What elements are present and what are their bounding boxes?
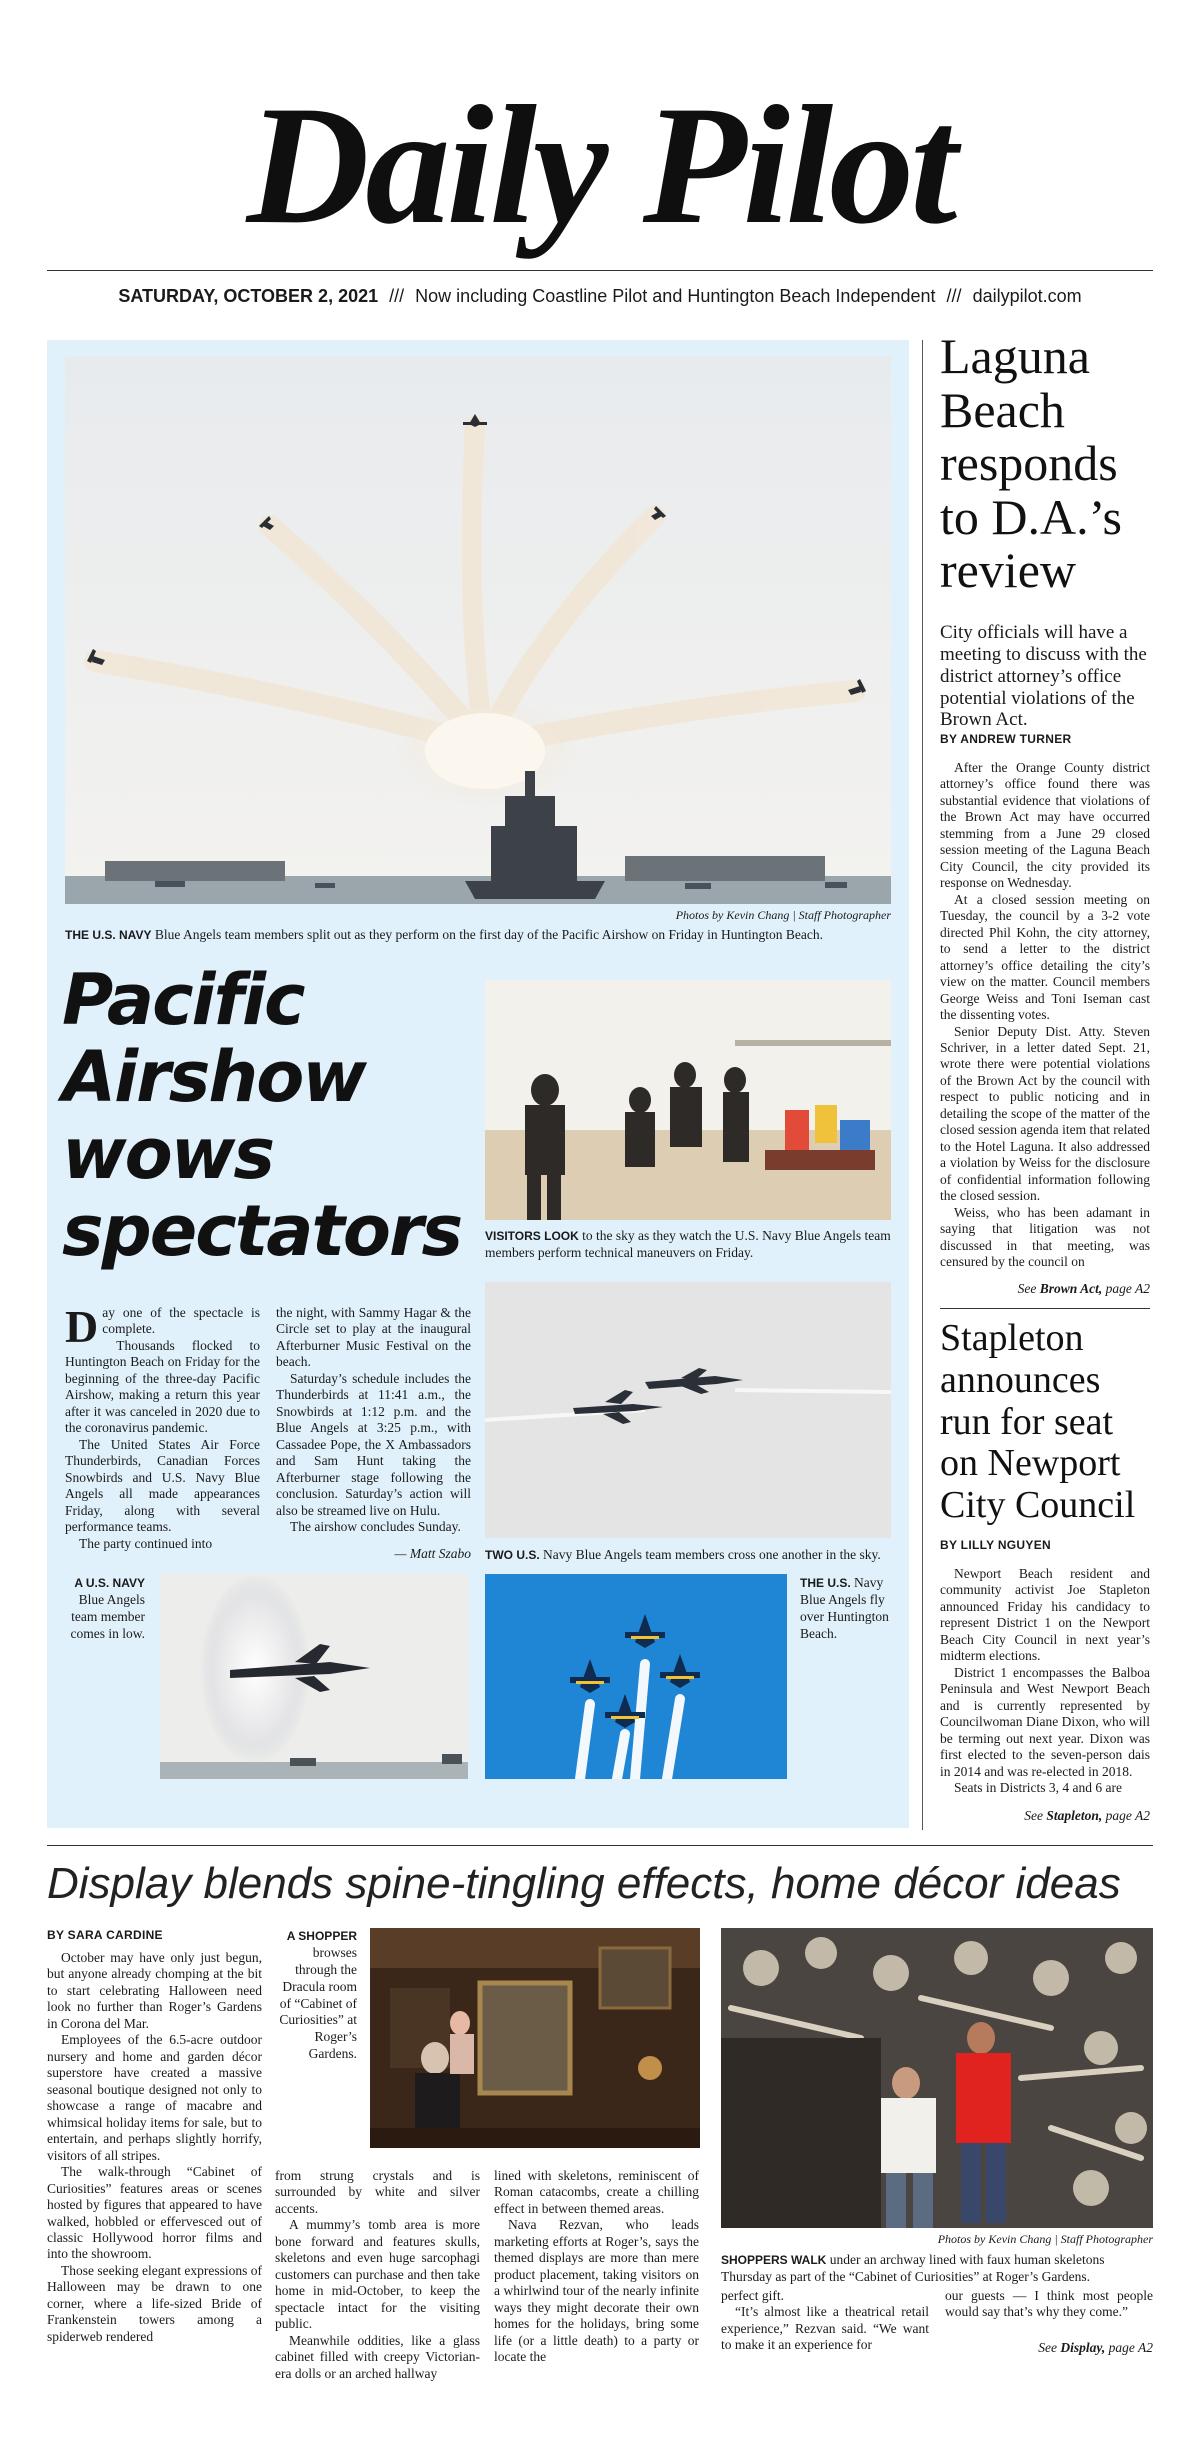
display-col4 — [721, 2288, 929, 2354]
story-author: — Matt Szabo — [394, 1545, 471, 1561]
laguna-headline: Laguna Beach responds to D.A.’s review — [940, 328, 1122, 598]
story-paragraph: Saturday’s schedule includes the Thunderbirds at 11:41 a.m., the Snowbirds at 1:12 p.m. and the Blue Angels at 3:25 p.m., with Cassadee Pope, the X Ambassadors and Sam Hunt taking the Afterburner stage following the conclusion. Saturday’s action will also be streamed live on Hulu. — [276, 1370, 471, 1518]
story-paragraph: from strung crystals and is surrounded by white and silver accents. — [275, 2168, 480, 2216]
story-paragraph: The airshow concludes Sunday. — [290, 1519, 461, 1535]
jump-page: page A2 — [1105, 1281, 1150, 1296]
issue-date: SATURDAY, OCTOBER 2, 2021 — [118, 286, 379, 306]
laguna-byline: BY ANDREW TURNER — [940, 732, 1072, 746]
airshow-headline — [62, 959, 482, 1272]
jump-slug: Display, — [1060, 2340, 1106, 2355]
caption-lead: A SHOPPER — [286, 1929, 357, 1943]
story-paragraph: After the Orange County district attorney’s office found there was substantial evidence that violations of the Brown Act may have occurred stemming from a June 29 closed session meeting of the Laguna Beach City Council, the city provided its response on Wednesday. — [940, 760, 1150, 891]
dateline-separator: /// — [389, 286, 405, 306]
display-byline: BY SARA CARDINE — [47, 1928, 163, 1942]
caption-text: Navy Blue Angels fly over Huntington Beach. — [800, 1575, 889, 1641]
dateline — [0, 286, 1200, 307]
story-paragraph: Meanwhile oddities, like a glass cabinet filled with creepy Victorian-era dolls or an arched hallway — [275, 2332, 480, 2381]
dateline-tagline: Now including Coastline Pilot and Huntington Beach Independent — [415, 286, 936, 306]
story-paragraph: Employees of the 6.5-acre outdoor nursery and home and garden décor superstore have created a massive seasonal boutique designed not only to showcase a range of macabre and whimsical holiday items for sale, but to entertain, and perhaps slightly horrify, visitors of all stripes. — [47, 2032, 262, 2163]
airshow-story-col2 — [276, 1305, 471, 1562]
story-paragraph: perfect gift. — [721, 2288, 784, 2303]
jump-page: page A2 — [1108, 2340, 1153, 2355]
dateline-separator: /// — [946, 286, 962, 306]
headline-line: Airshow — [62, 1036, 365, 1118]
story-paragraph: ay one of the spectacle is complete. — [102, 1305, 260, 1337]
display-jump-link[interactable] — [945, 2340, 1153, 2356]
stapleton-jump-link[interactable] — [940, 1808, 1150, 1824]
airshow-main-photo — [65, 356, 891, 904]
headline-line: Pacific — [62, 959, 304, 1041]
visitors-photo — [485, 980, 891, 1220]
caption-text: browses through the Dracula room of “Cabinet of Curiosities” at Roger’s Gardens. — [279, 1944, 357, 2062]
two-jets-caption — [485, 1547, 891, 1564]
story-paragraph: District 1 encompasses the Balboa Peninsula and West Newport Beach and is currently represented by Councilwoman Diane Dixon, who will be terming out next year. Dixon was first elected to the seven-person dais in 2014 and was re-elected in 2018. — [940, 1664, 1150, 1779]
story-paragraph: Senior Deputy Dist. Atty. Steven Schriver, in a letter dated Sept. 21, wrote there were potential violations of the Brown Act by the council with respect to public noticing and in detailing the scope of the matter of the closed session agenda item that related to the Hotel Laguna. It also addressed a violation by Weiss for the disclosure of confidential information following the closed session. — [940, 1023, 1150, 1204]
website-link[interactable]: dailypilot.com — [972, 286, 1082, 306]
caption-lead: THE U.S. NAVY — [65, 928, 152, 942]
jump-slug: Stapleton, — [1046, 1808, 1103, 1823]
caption-lead: A U.S. NAVY — [74, 1576, 145, 1590]
shoppers-caption — [721, 2252, 1153, 2286]
four-jets-caption — [800, 1575, 892, 1643]
display-col5 — [945, 2288, 1153, 2321]
stapleton-headline: Stapleton announces run for seat on Newport City Council — [940, 1317, 1136, 1527]
story-paragraph: Seats in Districts 3, 4 and 6 are — [954, 1780, 1122, 1796]
caption-text: to the sky as they watch the U.S. Navy Blue Angels team members perform technical maneuvers on Friday. — [485, 1228, 891, 1260]
laguna-jump-link[interactable] — [940, 1281, 1150, 1297]
story-paragraph: The United States Air Force Thunderbirds, Canadian Forces Snowbirds and U.S. Navy Blue Angels all made appearances Friday, along with several performance teams. — [65, 1436, 260, 1535]
main-photo-caption — [65, 927, 891, 944]
dracula-room-photo — [370, 1928, 700, 2148]
story-paragraph: lined with skeletons, reminiscent of Roman catacombs, create a chilling effect in between themed areas. — [494, 2168, 699, 2216]
four-jets-photo — [485, 1574, 787, 1779]
display-photo-credit: Photos by Kevin Chang | Staff Photographer — [937, 2232, 1153, 2246]
jump-prefix: See — [1038, 2340, 1057, 2355]
caption-lead: THE U.S. — [800, 1576, 851, 1590]
story-paragraph: the night, with Sammy Hagar & the Circle set to play at the inaugural Afterburner Music Festival on the beach. — [276, 1305, 471, 1370]
story-paragraph: Nava Rezvan, who leads marketing efforts at Roger’s, says the themed displays are more than mere product placement, taking visitors on a whirlwind tour of the nearly infinite ways they might decorate their own homes for the holidays, bring some life (or a little death) to a party or locate the — [494, 2217, 699, 2365]
laguna-deck: City officials will have a meeting to discuss with the district attorney’s office potential violations of the Brown Act. — [940, 622, 1147, 731]
drop-cap: D — [65, 1301, 99, 1352]
display-col3 — [494, 2168, 699, 2366]
stapleton-byline: BY LILLY NGUYEN — [940, 1538, 1051, 1552]
jump-page: page A2 — [1105, 1808, 1150, 1823]
stapleton-body — [940, 1566, 1150, 1797]
caption-lead: SHOPPERS WALK — [721, 2253, 827, 2267]
caption-text: Blue Angels team member comes in low. — [70, 1591, 145, 1641]
story-rule — [940, 1308, 1150, 1309]
story-paragraph: Newport Beach resident and community activist Joe Stapleton announced Friday his candidacy to represent District 1 on the Newport Beach City Council in next year’s midterm elections. — [940, 1566, 1150, 1664]
caption-text: under an archway lined with faux human skeletons Thursday as part of the “Cabinet of Curiosities” at Roger’s Gardens. — [721, 2252, 1105, 2284]
story-paragraph: October may have only just begun, but anyone already chomping at the bit to start celebrating Halloween need look no further than Roger’s Gardens in Corona del Mar. — [47, 1950, 262, 2031]
low-jet-photo — [160, 1574, 468, 1779]
caption-text: Blue Angels team members split out as they perform on the first day of the Pacific Airshow on Friday in Huntington Beach. — [154, 927, 823, 942]
laguna-body — [940, 760, 1150, 1271]
skeleton-archway-photo — [721, 1928, 1153, 2228]
masthead-title: Daily Pilot — [246, 71, 954, 259]
column-divider — [922, 340, 923, 1830]
airshow-story-col1 — [65, 1301, 260, 1552]
display-col2 — [275, 2168, 480, 2382]
story-paragraph: Those seeking elegant expressions of Halloween may be drawn to one corner, where a life-sized Bride of Frankenstein towers among a spiderweb rendered — [47, 2262, 262, 2344]
story-paragraph: The walk-through “Cabinet of Curiosities” features areas or scenes hosted by figures that appeared to have walked, hobbled or effervesced out of classic Hollywood horror films and into the showroom. — [47, 2164, 262, 2262]
jump-prefix: See — [1017, 1281, 1037, 1296]
section-rule — [47, 1845, 1153, 1846]
display-col1 — [47, 1950, 262, 2345]
low-jet-caption — [65, 1575, 145, 1643]
shopper-caption — [275, 1928, 357, 2063]
story-paragraph: A mummy’s tomb area is more bone forward and features skulls, skeletons and even huge sarcophagi customers can purchase and then take home in mid-October, to keep the spectacle intact for the visiting public. — [275, 2217, 480, 2332]
caption-lead: VISITORS LOOK — [485, 1229, 579, 1243]
masthead-rule — [47, 270, 1153, 271]
jump-slug: Brown Act, — [1039, 1281, 1103, 1296]
story-paragraph: “It’s almost like a theatrical retail experience,” Rezvan said. “We want to make it an experience for — [721, 2304, 929, 2353]
story-paragraph: Thousands flocked to Huntington Beach on Friday for the beginning of the three-day Pacific Airshow, making a return this year after it was canceled in 2020 due to the coronavirus pandemic. — [65, 1337, 260, 1436]
story-paragraph: our guests — I think most people would say that’s why they come.” — [945, 2288, 1153, 2320]
headline-line: spectators — [62, 1190, 462, 1272]
story-paragraph: At a closed session meeting on Tuesday, the council by a 3-2 vote directed Phil Kohn, the city attorney, to send a letter to the district attorney’s office detailing the city’s view on the matter. Council members George Weiss and Toni Iseman cast the dissenting votes. — [940, 891, 1150, 1023]
story-paragraph: The party continued into — [79, 1535, 213, 1551]
display-headline: Display blends spine-tingling effects, home décor ideas — [47, 1859, 1121, 1908]
main-photo-credit: Photos by Kevin Chang | Staff Photographer — [675, 908, 891, 922]
caption-text: Navy Blue Angels team members cross one another in the sky. — [543, 1547, 881, 1562]
two-jets-photo — [485, 1282, 891, 1538]
story-paragraph: Weiss, who has been adamant in saying that litigation was not discussed in that meeting, was censured by the council on — [940, 1204, 1150, 1270]
headline-line: wows — [62, 1113, 274, 1195]
caption-lead: TWO U.S. — [485, 1548, 540, 1562]
jump-prefix: See — [1024, 1808, 1043, 1823]
visitors-caption — [485, 1228, 891, 1262]
